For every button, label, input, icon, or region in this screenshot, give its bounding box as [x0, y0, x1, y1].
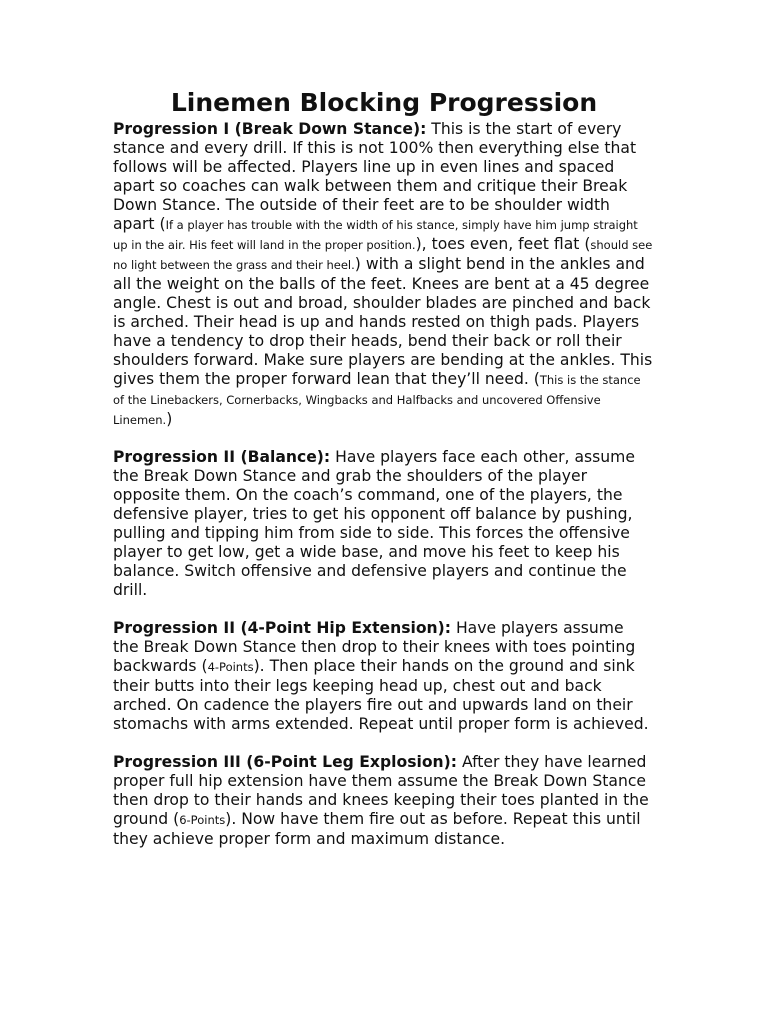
- document-body: [113, 120, 653, 868]
- body-text: Have players assume the Break Down Stance then drop to their knees with toes pointing backwards (: [113, 619, 636, 675]
- body-text: ): [166, 410, 173, 428]
- body-text: After they have learned proper full hip extension have them assume the Break Down Stance then drop to their hands and knees keeping their toes planted in the ground (: [113, 753, 649, 828]
- section-heading: Progression II (4-Point Hip Extension):: [113, 619, 451, 637]
- body-text: ), toes even, feet flat (: [415, 235, 591, 253]
- body-text: ) with a slight bend in the ankles and all the weight on the balls of the feet. Knees are bent at a 45 degree angle. Chest is out and broad, shoulder blades are pinched and back is arched. Their head is up and hands rested on thigh pads. Players have a tendency to drop their heads, bend their back or roll their shoulders forward. Make sure players are bending at the ankles. This gives them the proper forward lean that they’ll need. (: [113, 255, 653, 388]
- section-heading: Progression II (Balance):: [113, 448, 331, 466]
- page-title: Linemen Blocking Progression: [170, 88, 598, 117]
- paragraph-break-down-stance: [113, 120, 653, 430]
- note-text: 6-Points: [179, 813, 226, 827]
- paragraph-leg-explosion: [113, 753, 653, 849]
- note-text: This is the stance of the Linebackers, Cornerbacks, Wingbacks and Halfbacks and uncovered Offensive Linemen.: [113, 373, 641, 427]
- section-heading: Progression III (6-Point Leg Explosion):: [113, 753, 458, 771]
- body-text: Have players face each other, assume the Break Down Stance and grab the shoulders of the player opposite them. On the coach’s command, one of the players, the defensive player, tries to get his opponent off balance by pushing, pulling and tipping him from side to side. This forces the offensive player to get low, get a wide base, and move his feet to keep his balance. Switch offensive and defensive players and continue the drill.: [113, 448, 635, 599]
- note-text: should see no light between the grass and their heel.: [113, 238, 653, 272]
- note-text: 4-Points: [207, 660, 254, 674]
- body-text: This is the start of every stance and every drill. If this is not 100% then everything else that follows will be affected. Players line up in even lines and spaced apart so coaches can walk between them and critique their Break Down Stance. The outside of their feet are to be shoulder width apart (: [113, 120, 637, 233]
- body-text: ). Then place their hands on the ground and sink their butts into their legs keeping head up, chest out and back arched. On cadence the players fire out and upwards land on their stomachs with arms extended. Repeat until proper form is achieved.: [113, 657, 649, 733]
- note-text: If a player has trouble with the width of his stance, simply have him jump straight up in the air. His feet will land in the proper position.: [113, 218, 638, 252]
- paragraph-balance: [113, 448, 653, 600]
- paragraph-hip-extension: [113, 619, 653, 734]
- body-text: ). Now have them fire out as before. Repeat this until they achieve proper form and maximum distance.: [113, 810, 641, 848]
- section-heading: Progression I (Break Down Stance):: [113, 120, 427, 138]
